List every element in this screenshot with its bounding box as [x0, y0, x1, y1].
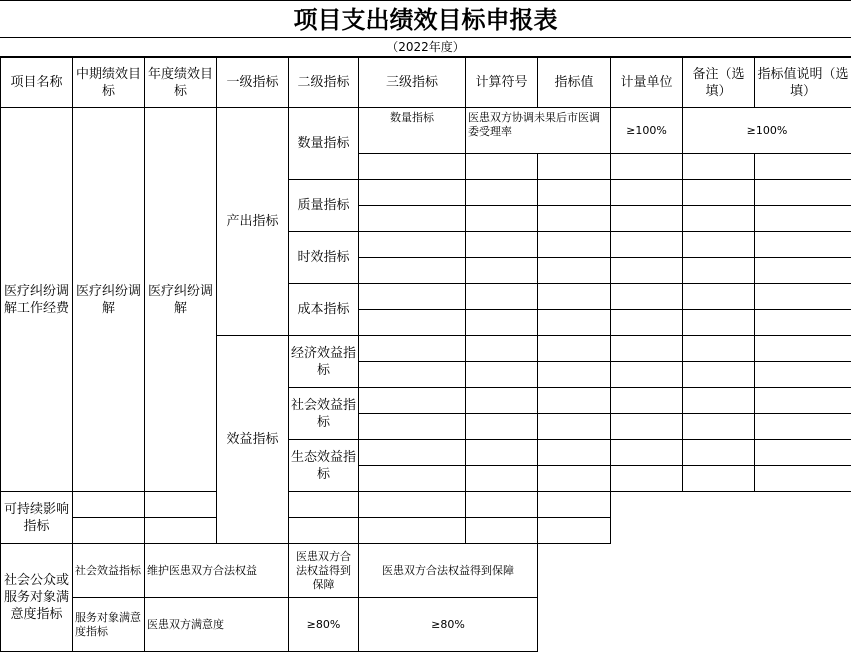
soc-unit: 医患双方合法权益得到保障 — [289, 544, 359, 598]
level2-social: 社会效益指标 — [289, 388, 359, 440]
header-level3: 三级指标 — [359, 58, 466, 108]
level2-quality: 质量指标 — [289, 180, 359, 232]
svc-note: ≥80% — [359, 598, 538, 652]
qty-note: ≥100% — [683, 108, 851, 154]
performance-table — [0, 57, 851, 652]
header-level2: 二级指标 — [289, 58, 359, 108]
table-row — [1, 108, 851, 154]
header-project-name: 项目名称 — [1, 58, 73, 108]
header-annual-goal: 年度绩效目标 — [145, 58, 217, 108]
table-row — [1, 518, 851, 544]
project-name-cell: 医疗纠纷调解工作经费 — [1, 108, 73, 492]
svc-unit: ≥80% — [289, 598, 359, 652]
level2-timeliness: 时效指标 — [289, 232, 359, 284]
header-level1: 一级指标 — [217, 58, 289, 108]
table-row — [1, 492, 851, 518]
table-row — [1, 544, 851, 598]
qty-level3: 数量指标 — [359, 108, 466, 154]
form-title: 项目支出绩效目标申报表 — [0, 0, 851, 38]
level2-ecological: 生态效益指标 — [289, 440, 359, 492]
header-note: 备注（选填） — [683, 58, 755, 108]
header-symbol: 计算符号 — [466, 58, 538, 108]
header-mid-goal: 中期绩效目标 — [73, 58, 145, 108]
level2-cost: 成本指标 — [289, 284, 359, 336]
soc-level3: 社会效益指标 — [73, 544, 145, 598]
annual-goal-cell: 医疗纠纷调解 — [145, 108, 217, 492]
qty-symbol: 医患双方协调未果后市医调委受理率 — [466, 108, 611, 154]
soc-note: 医患双方合法权益得到保障 — [359, 544, 538, 598]
soc-symbol: 维护医患双方合法权益 — [145, 544, 289, 598]
header-explain: 指标值说明（选填） — [755, 58, 851, 108]
level2-quantity: 数量指标 — [289, 108, 359, 180]
table-row — [1, 598, 851, 652]
form-year: （2022年度） — [0, 38, 851, 57]
level2-economic: 经济效益指标 — [289, 336, 359, 388]
level2-satisfaction: 社会公众或服务对象满意度指标 — [1, 544, 73, 652]
level1-benefit: 效益指标 — [217, 336, 289, 544]
header-unit: 计量单位 — [611, 58, 683, 108]
header-row — [1, 58, 851, 108]
qty-unit: ≥100% — [611, 108, 683, 154]
header-value: 指标值 — [538, 58, 611, 108]
svc-level3: 服务对象满意度指标 — [73, 598, 145, 652]
level1-output: 产出指标 — [217, 108, 289, 336]
svc-symbol: 医患双方满意度 — [145, 598, 289, 652]
mid-goal-cell: 医疗纠纷调解 — [73, 108, 145, 492]
level2-sustainable: 可持续影响指标 — [1, 492, 73, 544]
